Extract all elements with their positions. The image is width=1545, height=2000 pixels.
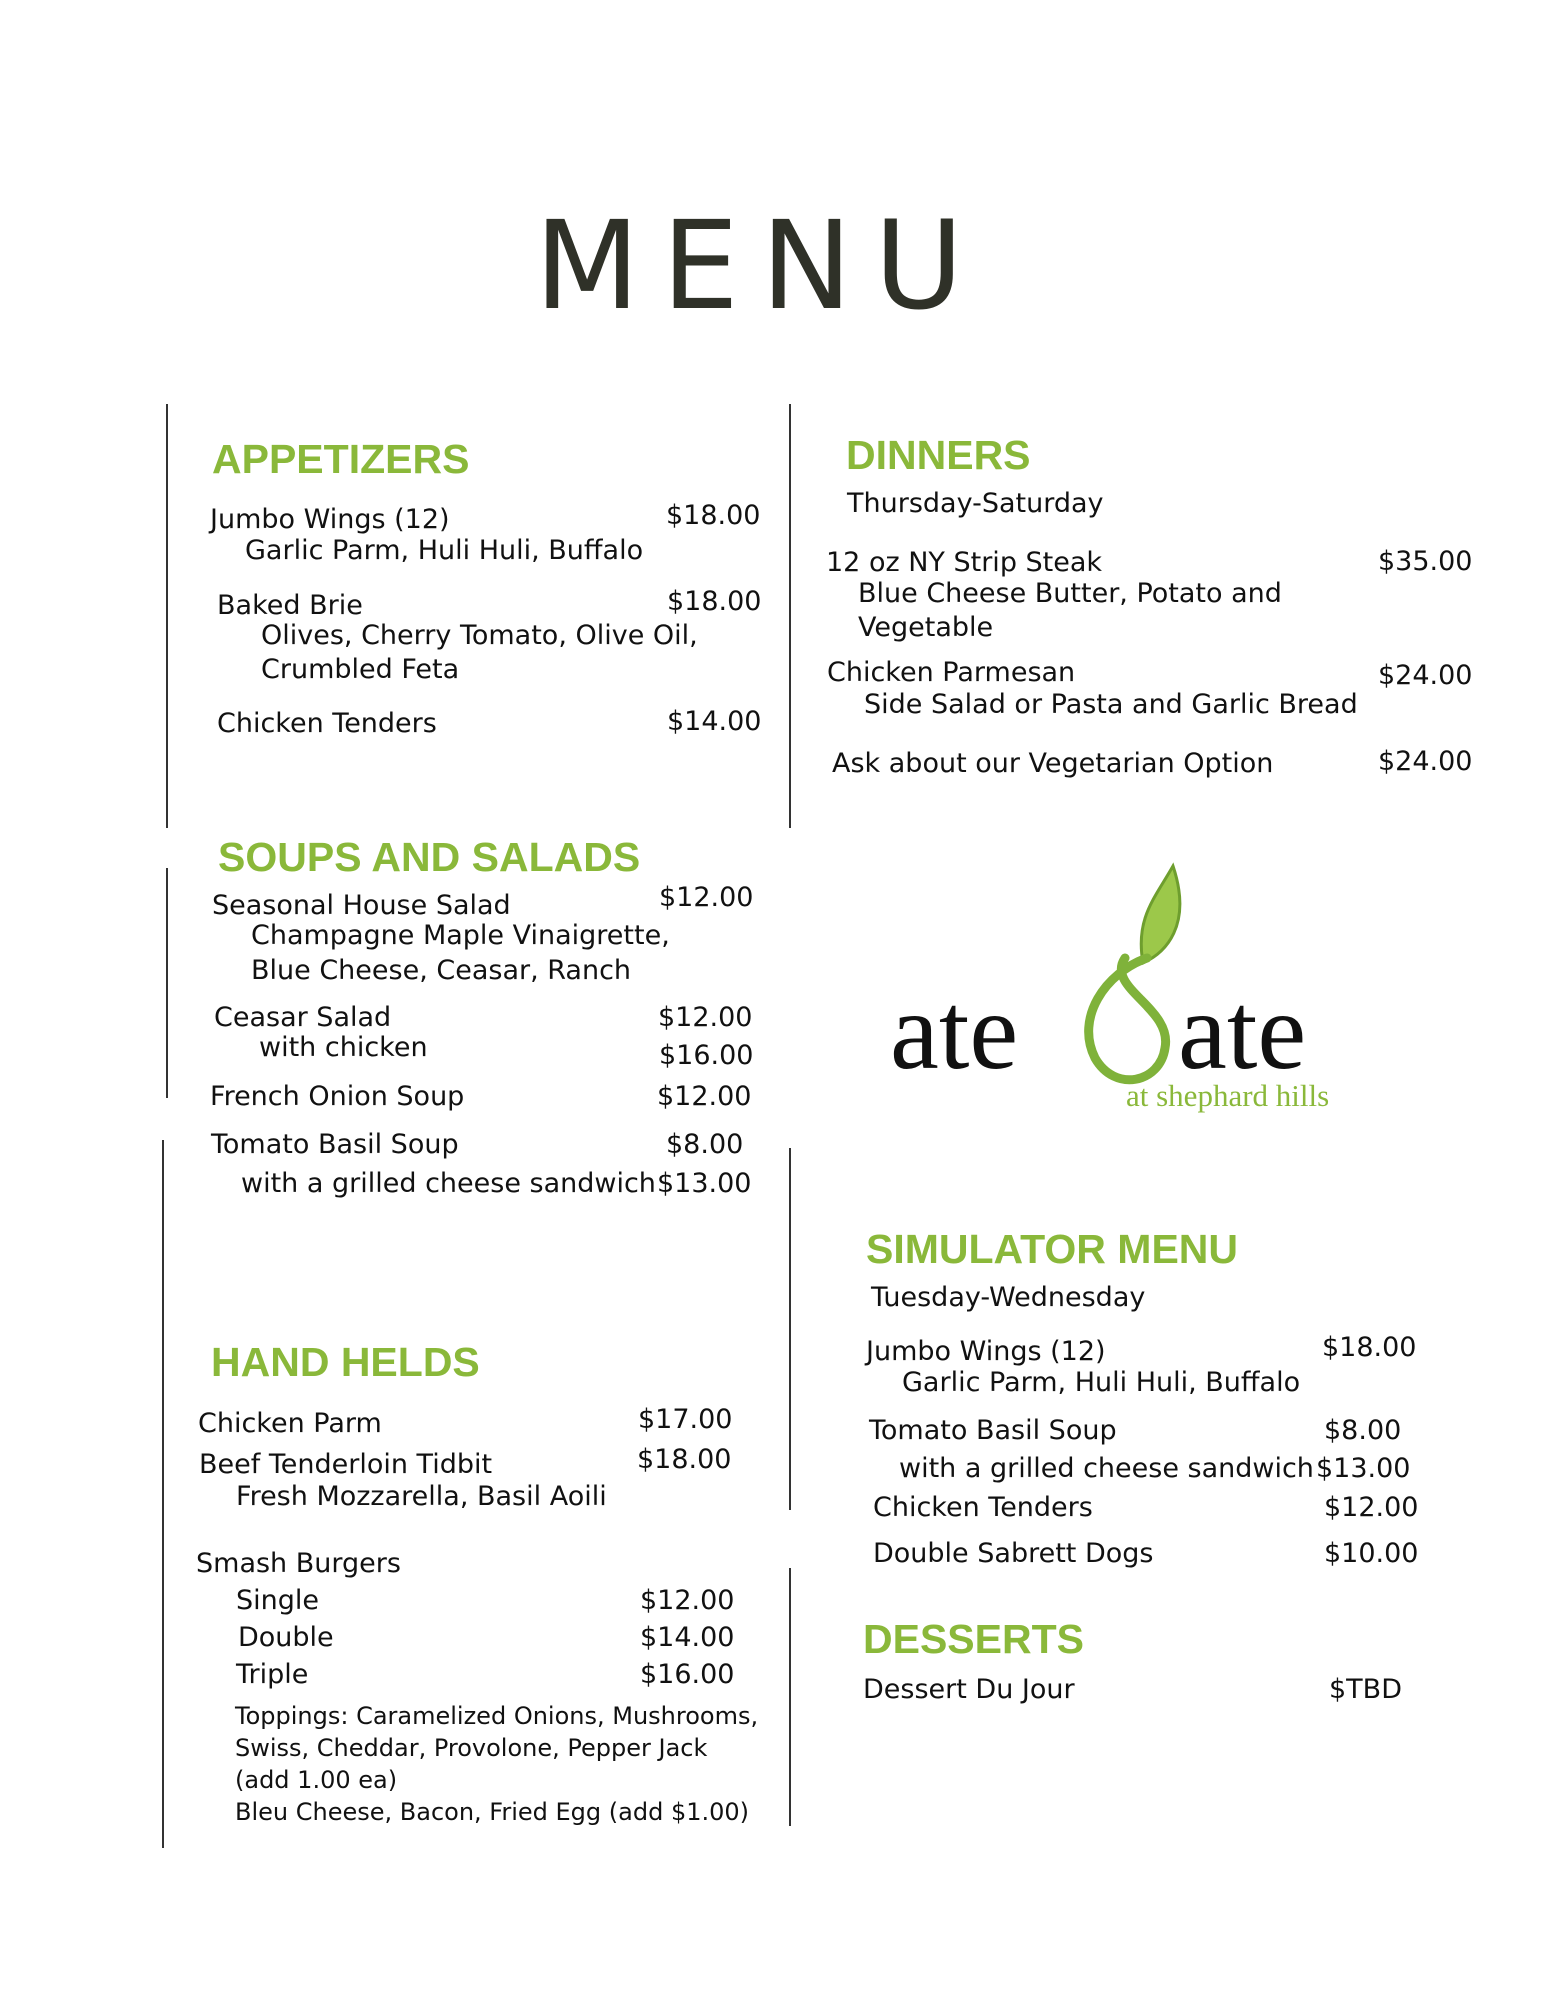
divider-line [166, 868, 168, 1098]
menu-item-name: Tomato Basil Soup [869, 1415, 1117, 1446]
menu-item-name: Jumbo Wings (12) [210, 504, 450, 535]
menu-item-price: $14.00 [667, 706, 762, 737]
menu-item-price: $TBD [1329, 1674, 1402, 1705]
section-heading: APPETIZERS [212, 436, 470, 482]
menu-item-price: $18.00 [667, 586, 762, 617]
menu-item-name: Chicken Tenders [217, 708, 437, 739]
menu-item-price: $24.00 [1378, 746, 1473, 777]
menu-item-description: Crumbled Feta [261, 654, 460, 685]
menu-item-name: Jumbo Wings (12) [866, 1336, 1106, 1367]
menu-item-description: with a grilled cheese sandwich [241, 1168, 656, 1199]
burger-size: Double [238, 1622, 334, 1653]
menu-item-name: Chicken Tenders [873, 1492, 1093, 1523]
section-heading: DINNERS [846, 432, 1031, 478]
menu-item-price: $14.00 [640, 1622, 735, 1653]
menu-item-price: $13.00 [1316, 1453, 1411, 1484]
menu-item-price: $12.00 [657, 1081, 752, 1112]
menu-item-name: 12 oz NY Strip Steak [826, 547, 1103, 578]
section-days: Tuesday-Wednesday [871, 1282, 1146, 1313]
menu-item-price: $35.00 [1378, 546, 1473, 577]
menu-item-description: Garlic Parm, Huli Huli, Buffalo [902, 1367, 1301, 1398]
section-heading: SOUPS AND SALADS [218, 834, 641, 880]
section-heading: SIMULATOR MENU [866, 1226, 1239, 1272]
menu-item-description: Vegetable [858, 612, 994, 643]
menu-item-price: $13.00 [657, 1168, 752, 1199]
burger-size: Single [236, 1585, 320, 1616]
divider-line [162, 1140, 164, 1848]
section-heading: HAND HELDS [211, 1339, 480, 1385]
menu-item-name: Chicken Parmesan [827, 657, 1076, 688]
menu-item-description: Side Salad or Pasta and Garlic Bread [864, 689, 1358, 720]
burger-size: Triple [236, 1659, 309, 1690]
menu-item-price: $12.00 [658, 1002, 753, 1033]
menu-item-description: Olives, Cherry Tomato, Olive Oil, [261, 620, 698, 651]
menu-item-description: Fresh Mozzarella, Basil Aoili [236, 1481, 607, 1512]
menu-item-name: Double Sabrett Dogs [873, 1538, 1154, 1569]
menu-item-name: Chicken Parm [198, 1408, 382, 1439]
menu-item-price: $12.00 [659, 882, 754, 913]
menu-item-price: $17.00 [638, 1404, 733, 1435]
menu-item-price: $18.00 [666, 500, 761, 531]
menu-item-price: $12.00 [640, 1585, 735, 1616]
menu-item-price: $10.00 [1324, 1538, 1419, 1569]
menu-item-name: Ceasar Salad [214, 1002, 392, 1033]
menu-item-price: $24.00 [1378, 660, 1473, 691]
page-title: MENU [534, 195, 986, 337]
menu-item-price: $12.00 [1324, 1492, 1419, 1523]
menu-item-price: $18.00 [637, 1444, 732, 1475]
menu-item-description: Blue Cheese, Ceasar, Ranch [251, 955, 632, 986]
menu-item-price: $16.00 [640, 1659, 735, 1690]
toppings-text: Toppings: Caramelized Onions, Mushrooms, [235, 1702, 759, 1730]
section-days: Thursday-Saturday [847, 488, 1104, 519]
menu-item-description: Champagne Maple Vinaigrette, [251, 920, 670, 951]
toppings-text: (add 1.00 ea) [235, 1766, 398, 1794]
menu-item-price: $8.00 [1324, 1415, 1402, 1446]
menu-item-name: French Onion Soup [210, 1081, 465, 1112]
logo-tagline: at shephard hills [1126, 1078, 1330, 1113]
menu-item-price: $18.00 [1322, 1332, 1417, 1363]
menu-item-description: with a grilled cheese sandwich [899, 1453, 1314, 1484]
menu-item-description: with chicken [259, 1032, 428, 1063]
menu-item-description: Blue Cheese Butter, Potato and [858, 578, 1282, 609]
toppings-text: Swiss, Cheddar, Provolone, Pepper Jack [235, 1734, 708, 1762]
section-heading: DESSERTS [863, 1616, 1084, 1662]
menu-item-name: Baked Brie [217, 590, 363, 621]
logo-word-right: ate [1178, 970, 1307, 1092]
menu-item-name: Ask about our Vegetarian Option [832, 748, 1274, 779]
divider-line [789, 1148, 791, 1510]
menu-item-name: Tomato Basil Soup [211, 1129, 459, 1160]
menu-item-description: Garlic Parm, Huli Huli, Buffalo [245, 535, 644, 566]
logo-word-left: ate [890, 970, 1019, 1092]
menu-item-price: $8.00 [666, 1129, 744, 1160]
toppings-text: Bleu Cheese, Bacon, Fried Egg (add $1.00) [235, 1798, 750, 1826]
divider-line [166, 404, 168, 828]
menu-item-name: Beef Tenderloin Tidbit [199, 1449, 493, 1480]
menu-item-price: $16.00 [659, 1040, 754, 1071]
divider-line [789, 404, 791, 828]
menu-item-name: Dessert Du Jour [863, 1674, 1075, 1705]
menu-item-name: Smash Burgers [196, 1548, 401, 1579]
menu-item-name: Seasonal House Salad [212, 890, 511, 921]
divider-line [789, 1568, 791, 1826]
